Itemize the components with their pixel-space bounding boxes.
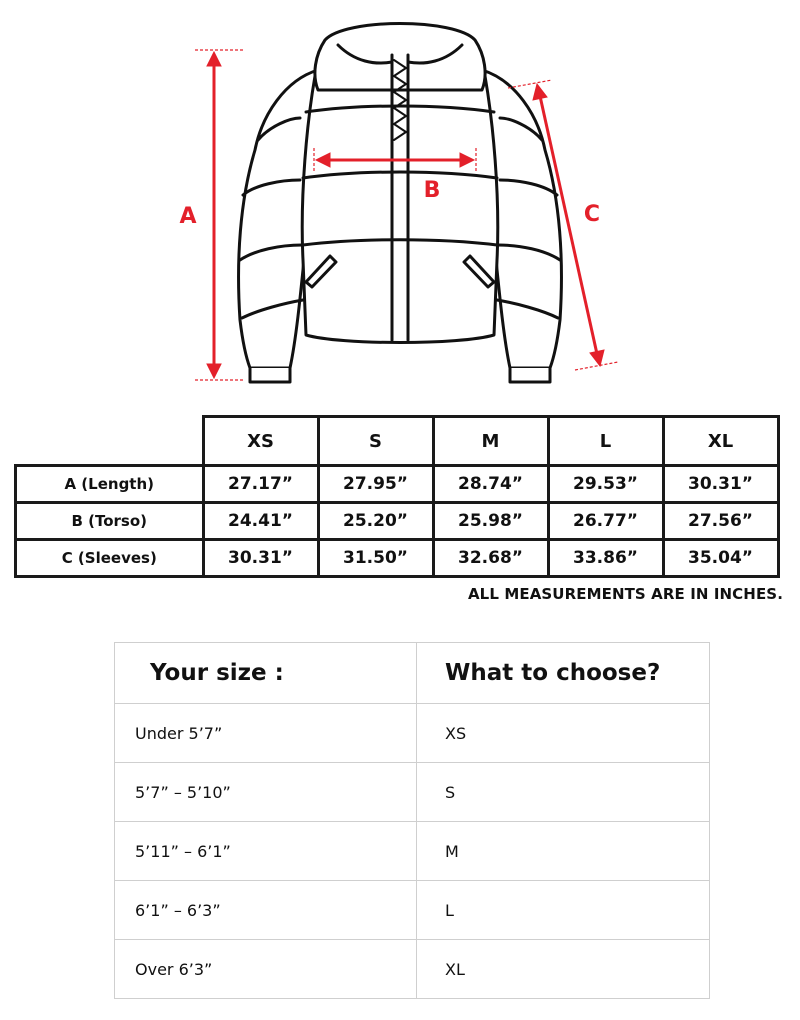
- header-blank-cell: [16, 417, 204, 466]
- measurements-header-row: [16, 417, 779, 466]
- table-row: [115, 881, 710, 940]
- table-cell: 26.77”: [548, 503, 663, 540]
- table-cell: 32.68”: [433, 540, 548, 577]
- table-cell: 31.50”: [318, 540, 433, 577]
- guide-size-cell: XL: [417, 940, 710, 999]
- table-row: [115, 704, 710, 763]
- table-row: [16, 503, 779, 540]
- jacket-diagram: [0, 0, 800, 405]
- guide-height-cell: 6’1” – 6’3”: [115, 881, 417, 940]
- guide-height-cell: 5’11” – 6’1”: [115, 822, 417, 881]
- guide-size-cell: S: [417, 763, 710, 822]
- guide-size-cell: XS: [417, 704, 710, 763]
- table-row: [115, 763, 710, 822]
- header-size-xl: XL: [663, 417, 778, 466]
- measure-line-a: [195, 50, 245, 380]
- table-cell: 25.98”: [433, 503, 548, 540]
- guide-header-your-size: Your size :: [115, 643, 417, 704]
- size-guide-table: [114, 642, 710, 999]
- table-cell: 24.41”: [203, 503, 318, 540]
- header-size-l: L: [548, 417, 663, 466]
- table-row: [16, 540, 779, 577]
- puffer-jacket-icon: [239, 24, 562, 383]
- row-label-sleeves: C (Sleeves): [16, 540, 204, 577]
- row-label-torso: B (Torso): [16, 503, 204, 540]
- label-c: C: [583, 202, 601, 227]
- guide-size-cell: L: [417, 881, 710, 940]
- table-cell: 35.04”: [663, 540, 778, 577]
- guide-header-what-to-choose: What to choose?: [417, 643, 710, 704]
- guide-height-cell: Under 5’7”: [115, 704, 417, 763]
- header-size-s: S: [318, 417, 433, 466]
- guide-header-row: [115, 643, 710, 704]
- table-cell: 25.20”: [318, 503, 433, 540]
- guide-height-cell: 5’7” – 5’10”: [115, 763, 417, 822]
- table-row: [115, 822, 710, 881]
- measurements-table: [14, 415, 780, 578]
- table-row: [115, 940, 710, 999]
- guide-size-cell: M: [417, 822, 710, 881]
- table-row: [16, 466, 779, 503]
- table-cell: 29.53”: [548, 466, 663, 503]
- table-cell: 27.17”: [203, 466, 318, 503]
- header-size-xs: XS: [203, 417, 318, 466]
- row-label-length: A (Length): [16, 466, 204, 503]
- table-cell: 27.56”: [663, 503, 778, 540]
- table-cell: 30.31”: [203, 540, 318, 577]
- guide-height-cell: Over 6’3”: [115, 940, 417, 999]
- units-note: ALL MEASUREMENTS ARE IN INCHES.: [467, 585, 783, 603]
- table-cell: 27.95”: [318, 466, 433, 503]
- table-cell: 30.31”: [663, 466, 778, 503]
- table-cell: 33.86”: [548, 540, 663, 577]
- header-size-m: M: [433, 417, 548, 466]
- table-cell: 28.74”: [433, 466, 548, 503]
- label-b: B: [423, 178, 441, 203]
- label-a: A: [179, 204, 197, 229]
